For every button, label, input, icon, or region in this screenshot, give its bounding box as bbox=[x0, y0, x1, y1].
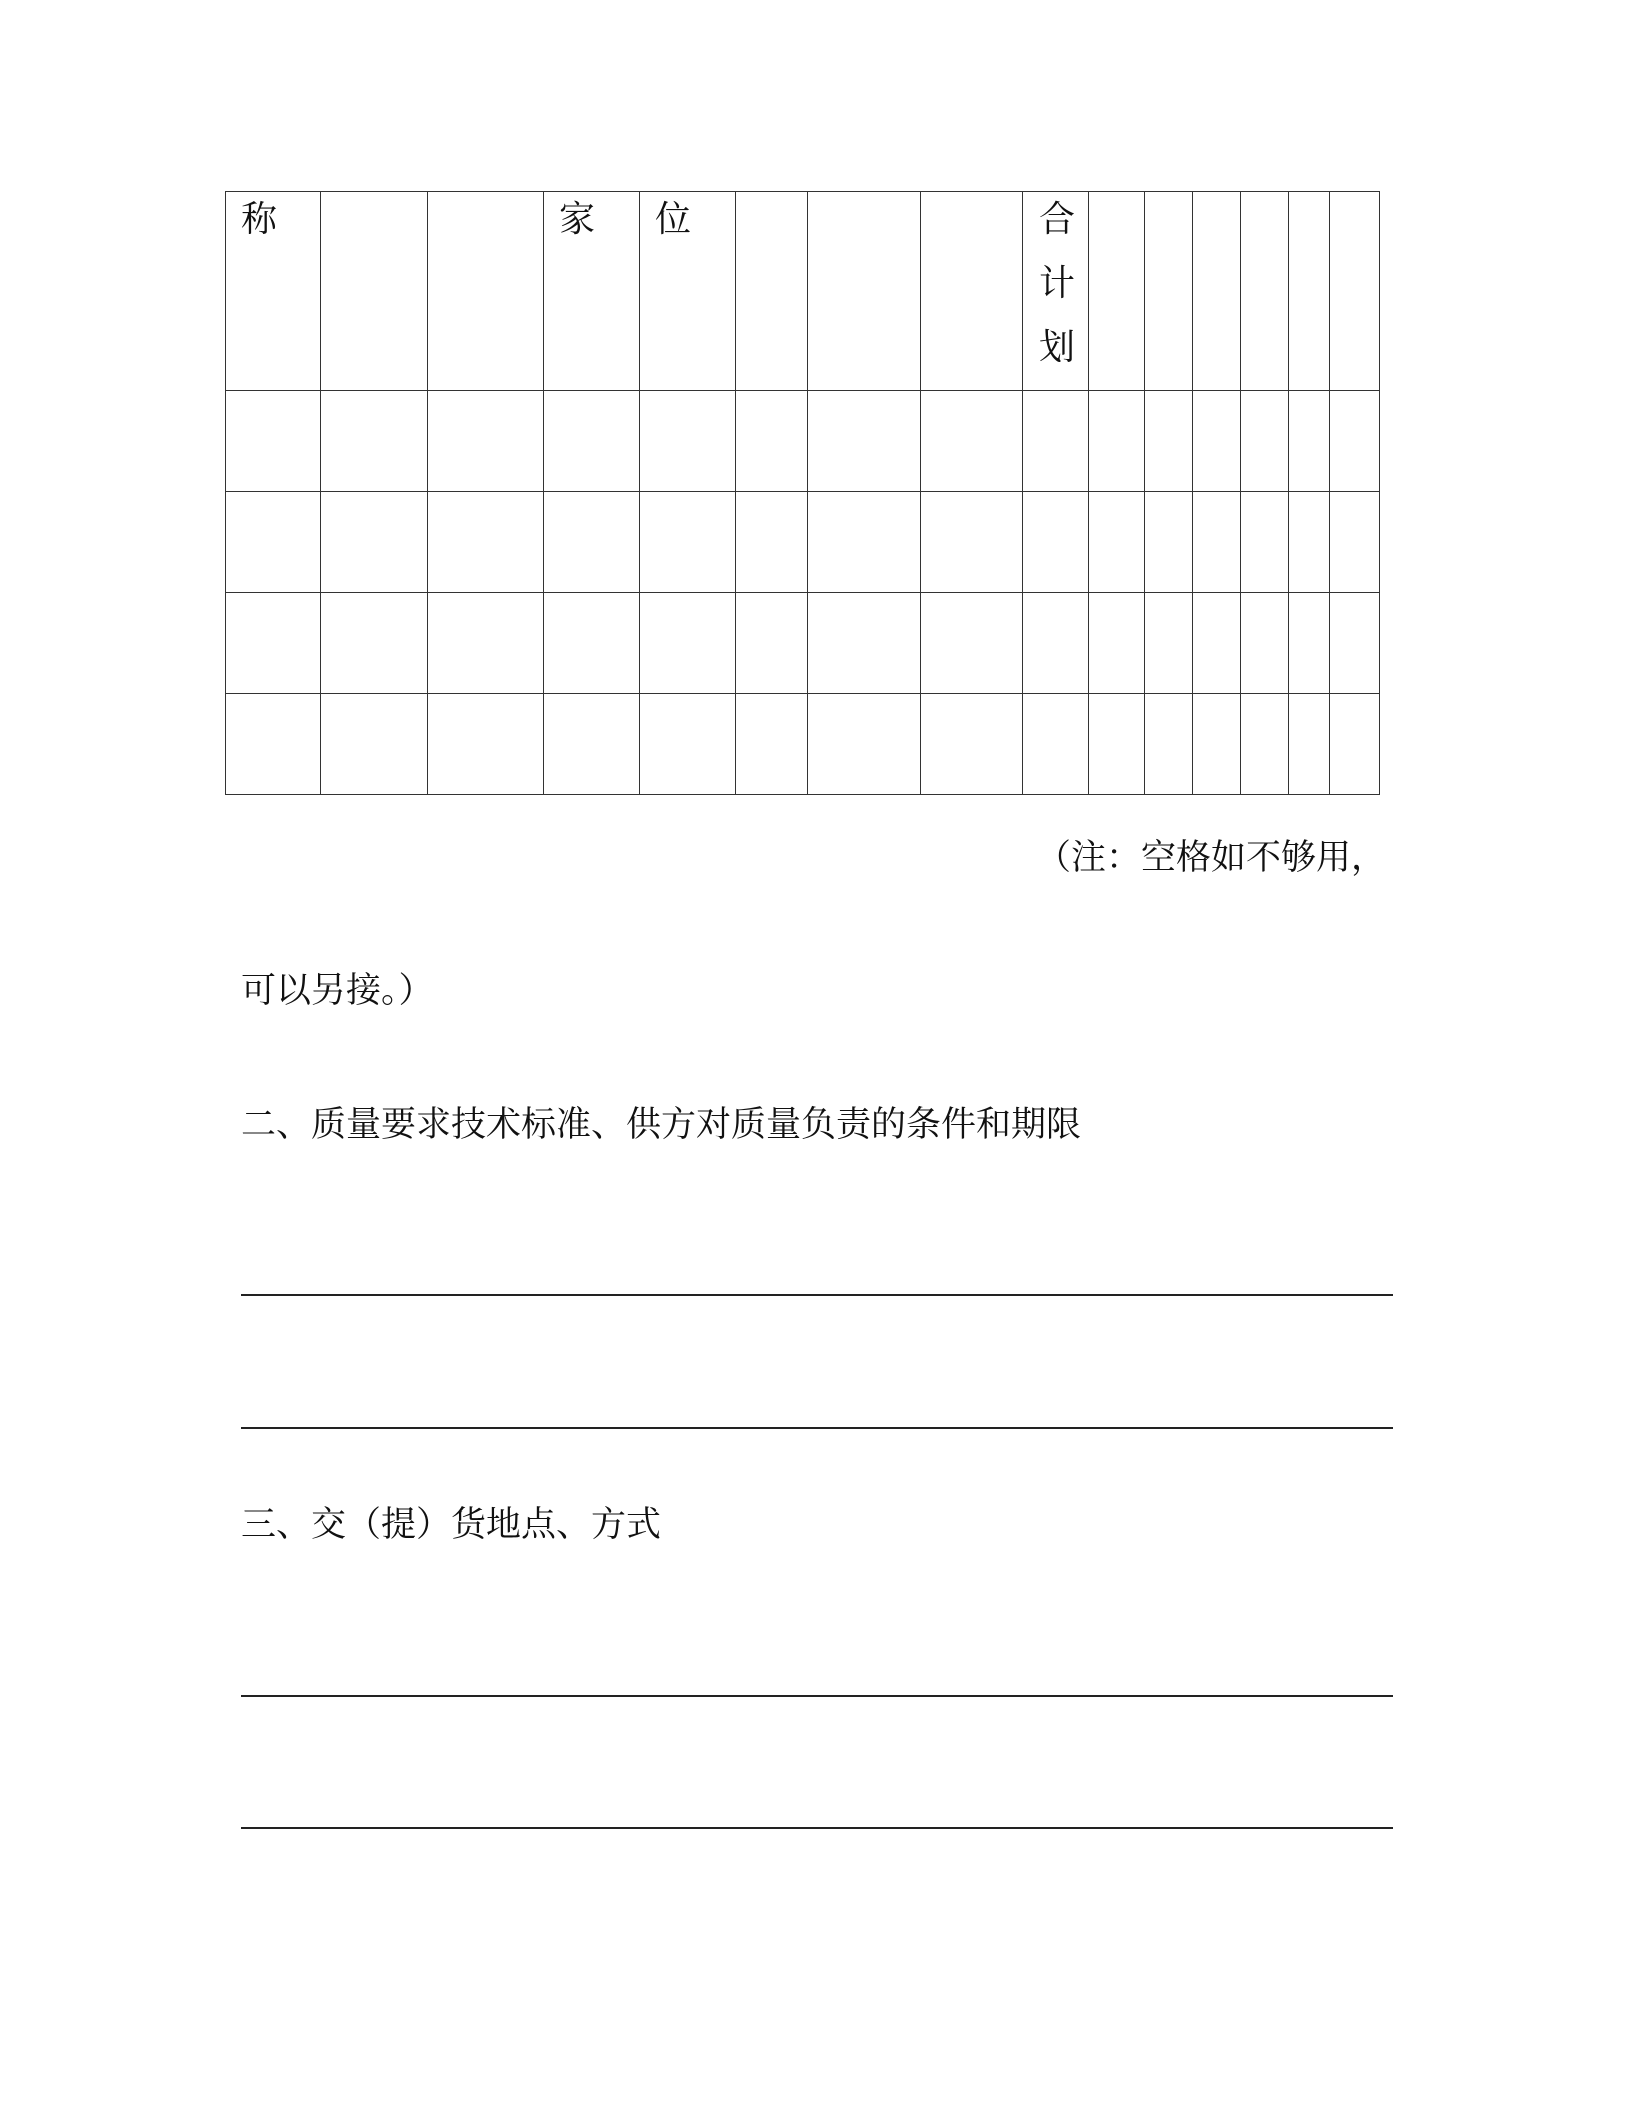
table-cell[interactable] bbox=[736, 694, 808, 795]
table-cell[interactable] bbox=[736, 593, 808, 694]
table-cell[interactable] bbox=[226, 694, 321, 795]
table-cell[interactable] bbox=[921, 593, 1023, 694]
table-cell[interactable] bbox=[640, 593, 736, 694]
table-cell[interactable] bbox=[1023, 593, 1089, 694]
table-cell[interactable] bbox=[226, 593, 321, 694]
table-cell[interactable] bbox=[1289, 593, 1330, 694]
header-cell-text bbox=[921, 192, 1022, 202]
table-header-cell bbox=[1089, 192, 1145, 391]
table-header-cell bbox=[321, 192, 428, 391]
table-cell[interactable] bbox=[1241, 593, 1289, 694]
table-header-cell bbox=[736, 192, 808, 391]
table-header-cell bbox=[226, 192, 321, 391]
table-cell[interactable] bbox=[428, 694, 544, 795]
table-cell[interactable] bbox=[921, 492, 1023, 593]
table-cell[interactable] bbox=[1089, 694, 1145, 795]
table-cell[interactable] bbox=[921, 694, 1023, 795]
table-cell[interactable] bbox=[226, 391, 321, 492]
table-cell[interactable] bbox=[544, 593, 640, 694]
table-header-cell bbox=[1145, 192, 1193, 391]
table-cell[interactable] bbox=[640, 391, 736, 492]
header-cell-text: 合计划 bbox=[1039, 199, 1076, 368]
table-header-cell bbox=[1193, 192, 1241, 391]
table-cell[interactable] bbox=[428, 391, 544, 492]
section3-fill-line[interactable] bbox=[241, 1695, 1393, 1697]
table-header-cell bbox=[808, 192, 921, 391]
table-cell[interactable] bbox=[1145, 593, 1193, 694]
table-cell[interactable] bbox=[808, 391, 921, 492]
goods-table bbox=[225, 191, 1380, 795]
table-header-cell bbox=[1023, 192, 1089, 391]
table-cell[interactable] bbox=[428, 492, 544, 593]
table-header-cell bbox=[428, 192, 544, 391]
table-cell[interactable] bbox=[321, 593, 428, 694]
table-cell[interactable] bbox=[1289, 492, 1330, 593]
header-cell-text: 称 bbox=[241, 199, 278, 240]
table-cell[interactable] bbox=[808, 694, 921, 795]
table-cell[interactable] bbox=[226, 492, 321, 593]
table-row bbox=[226, 391, 1380, 492]
header-cell-text: 位 bbox=[655, 199, 692, 240]
table-cell[interactable] bbox=[544, 391, 640, 492]
table-row bbox=[226, 694, 1380, 795]
table-cell[interactable] bbox=[1193, 391, 1241, 492]
table-cell[interactable] bbox=[1289, 391, 1330, 492]
table-cell[interactable] bbox=[1145, 391, 1193, 492]
table-header-cell bbox=[1241, 192, 1289, 391]
table-cell[interactable] bbox=[1089, 593, 1145, 694]
table-cell[interactable] bbox=[1330, 694, 1380, 795]
table-header-row bbox=[226, 192, 1380, 391]
section3-heading: 三、交（提）货地点、方式 bbox=[241, 1505, 662, 1545]
header-cell-text: 家 bbox=[559, 199, 596, 240]
table-cell[interactable] bbox=[1145, 694, 1193, 795]
table-note-line1: （注：空格如不够用， bbox=[1036, 838, 1387, 878]
table-cell[interactable] bbox=[321, 694, 428, 795]
header-cell-text bbox=[1193, 192, 1240, 202]
table-cell[interactable] bbox=[1241, 492, 1289, 593]
table-cell[interactable] bbox=[1089, 391, 1145, 492]
table-cell[interactable] bbox=[1193, 694, 1241, 795]
table-cell[interactable] bbox=[1089, 492, 1145, 593]
header-cell-text bbox=[1089, 192, 1144, 202]
table-cell[interactable] bbox=[1330, 492, 1380, 593]
table-cell[interactable] bbox=[640, 694, 736, 795]
table-cell[interactable] bbox=[736, 391, 808, 492]
table-header-cell bbox=[1330, 192, 1380, 391]
table-cell[interactable] bbox=[1193, 593, 1241, 694]
table-cell[interactable] bbox=[1330, 593, 1380, 694]
table-cell[interactable] bbox=[1289, 694, 1330, 795]
header-cell-text bbox=[428, 192, 543, 202]
table-cell[interactable] bbox=[1145, 492, 1193, 593]
section2-fill-line[interactable] bbox=[241, 1427, 1393, 1429]
header-cell-text bbox=[736, 192, 807, 202]
table-note-line2: 可以另接。） bbox=[241, 971, 434, 1011]
table-row bbox=[226, 593, 1380, 694]
table-cell[interactable] bbox=[1241, 694, 1289, 795]
table-cell[interactable] bbox=[921, 391, 1023, 492]
header-cell-text bbox=[808, 192, 920, 202]
table-cell[interactable] bbox=[544, 694, 640, 795]
table-header-cell bbox=[921, 192, 1023, 391]
header-cell-text bbox=[1241, 192, 1288, 202]
table-cell[interactable] bbox=[428, 593, 544, 694]
table-header-cell bbox=[640, 192, 736, 391]
table-cell[interactable] bbox=[1023, 492, 1089, 593]
section2-fill-line[interactable] bbox=[241, 1294, 1393, 1296]
header-cell-text bbox=[1330, 192, 1379, 202]
table-cell[interactable] bbox=[1193, 492, 1241, 593]
table-cell[interactable] bbox=[544, 492, 640, 593]
header-cell-text bbox=[1145, 192, 1192, 202]
table-row bbox=[226, 492, 1380, 593]
table-cell[interactable] bbox=[640, 492, 736, 593]
header-cell-text bbox=[321, 192, 427, 202]
table-cell[interactable] bbox=[1330, 391, 1380, 492]
header-cell-text bbox=[1289, 192, 1329, 202]
table-cell[interactable] bbox=[1023, 391, 1089, 492]
table-cell[interactable] bbox=[1241, 391, 1289, 492]
table-header-cell bbox=[544, 192, 640, 391]
table-cell[interactable] bbox=[808, 492, 921, 593]
table-cell[interactable] bbox=[808, 593, 921, 694]
table-cell[interactable] bbox=[321, 492, 428, 593]
table-header-cell bbox=[1289, 192, 1330, 391]
section3-fill-line[interactable] bbox=[241, 1827, 1393, 1829]
section2-heading: 二、质量要求技术标准、供方对质量负责的条件和期限 bbox=[241, 1105, 1082, 1145]
table-cell[interactable] bbox=[1023, 694, 1089, 795]
table-cell[interactable] bbox=[736, 492, 808, 593]
table-cell[interactable] bbox=[321, 391, 428, 492]
